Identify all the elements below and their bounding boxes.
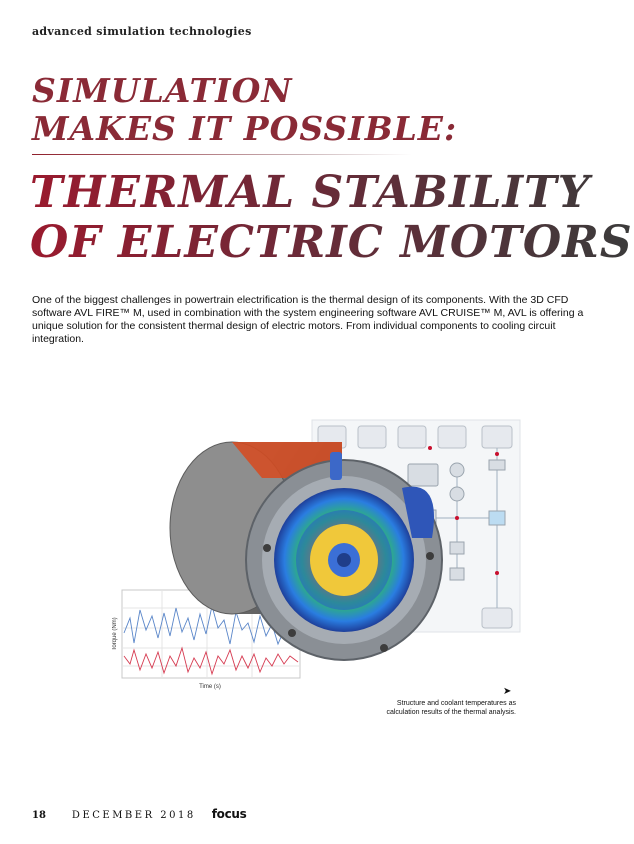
figure-caption: Structure and coolant temperatures as calculation results of the thermal analysis. <box>386 700 516 716</box>
headline-line-1: THERMAL STABILITY <box>30 167 591 218</box>
page-number: 18 <box>32 810 46 821</box>
page-footer <box>32 807 247 821</box>
headline <box>30 167 633 268</box>
figure-illustration <box>112 418 522 698</box>
chart-ylabel: Torque (Nm) <box>112 617 118 651</box>
chart-xlabel: Time (s) <box>199 684 221 690</box>
title-divider <box>32 154 412 155</box>
issue-date: DECEMBER 2018 <box>71 810 196 821</box>
brand-logo: focus <box>211 807 247 821</box>
caption-arrow-icon: ➤ <box>503 686 512 697</box>
headline-line-2: OF ELECTRIC MOTORS <box>30 217 633 268</box>
intro-paragraph: One of the biggest challenges in powertrain electrification is the thermal design of its components. With the 3D CFD software AVL FIRE™ M, used in combination with the system engineering software AVL CRUISE™ M, AVL is offering a unique solution for the consistent thermal design of electric motors. From individual components to cooling circuit integration. <box>32 294 584 345</box>
kicker <box>32 72 457 148</box>
kicker-line-2: MAKES IT POSSIBLE: <box>32 109 458 148</box>
motor-simulation-figure <box>112 418 522 698</box>
kicker-line-1: SIMULATION <box>32 71 293 110</box>
section-label: advanced simulation technologies <box>32 25 252 38</box>
